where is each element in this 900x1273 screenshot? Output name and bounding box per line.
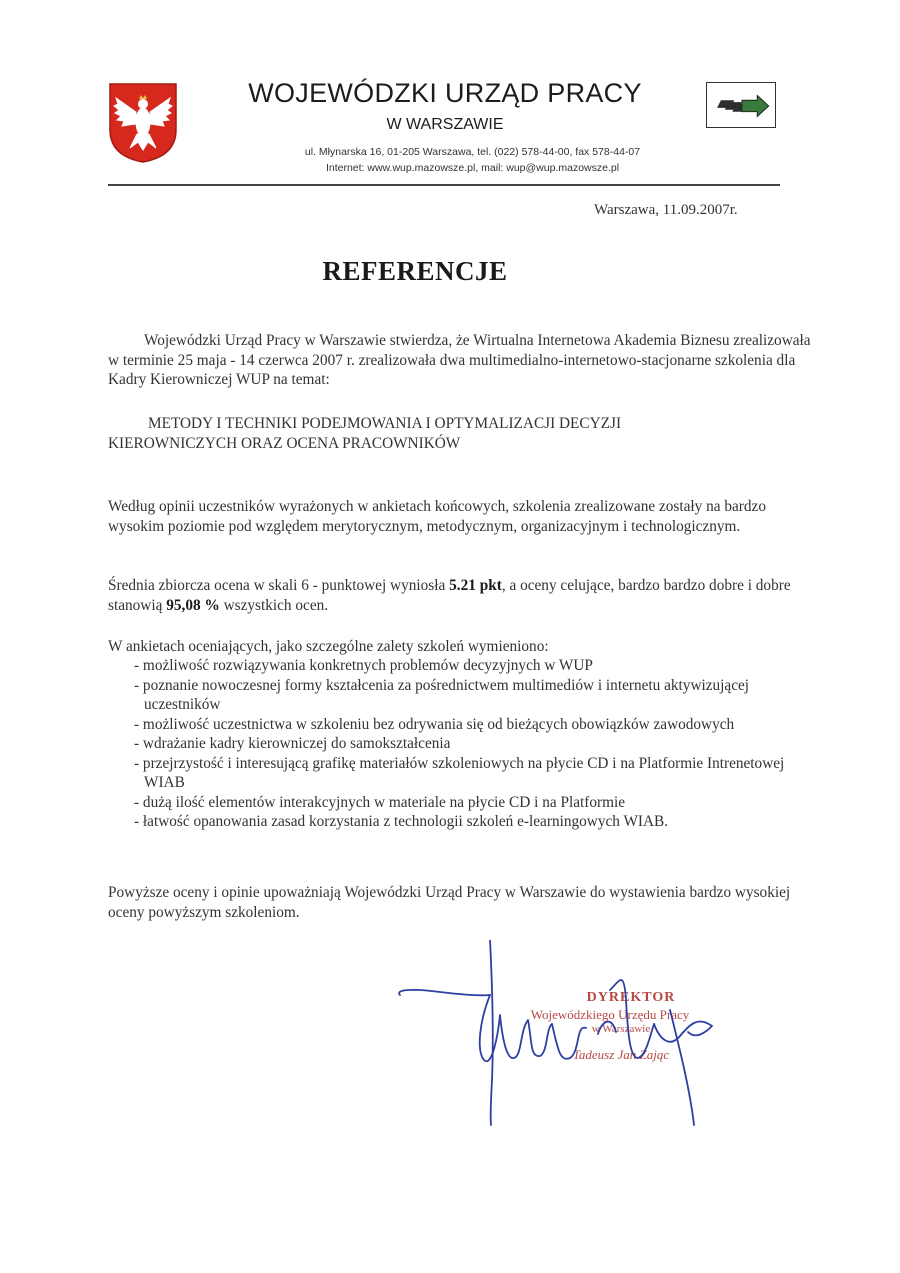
list-item: - możliwość rozwiązywania konkretnych problemów decyzyjnych w WUP — [134, 657, 593, 674]
training-topic-line1: METODY I TECHNIKI PODEJMOWANIA I OPTYMALIZACJI DECYZJI — [148, 415, 622, 432]
document-date: Warszawa, 11.09.2007r. — [594, 202, 738, 218]
score-text-2: , a oceny celujące, bardzo bardzo dobre i dobre stanowią — [108, 577, 791, 614]
list-item: - możliwość uczestnictwa w szkoleniu bez odrywania się od bieżących obowiązków zawodowych — [134, 715, 735, 733]
list-item: - poznanie nowoczesnej formy kształcenia za pośrednictwem multimediów i internetu aktywizującej uczestników — [134, 676, 750, 713]
organization-city: W WARSZAWIE — [386, 116, 504, 133]
paragraph-intro: Wojewódzki Urząd Pracy w Warszawie stwierdza, że Wirtualna Internetowa Akademia Biznesu zrealizowała w terminie 25 maja - 14 czerwca 2007 r. zrealizowała dwa multimedialno-internetowo-stacjonarne szkolenia dla Kadry Kierowniczej WUP na temat: — [108, 332, 811, 388]
paragraph-opinion: Według opinii uczestników wyrażonych w ankietach końcowych, szkolenia zrealizowane zostały na bardzo wysokim poziomie pod względem merytorycznym, metodycznym, organizacyjnym i technologicznym. — [108, 498, 766, 535]
paragraph-conclusion: Powyższe oceny i opinie upoważniają Wojewódzki Urząd Pracy w Warszawie do wystawienia bardzo wysokiej oceny powyższym szkoleniom. — [108, 884, 791, 921]
score-text-3: wszystkich ocen. — [219, 596, 329, 614]
advantages-list — [134, 656, 814, 832]
paragraph-advantages-intro: W ankietach oceniających, jako szczególne zalety szkoleń wymieniono: — [108, 638, 549, 655]
document-title: REFERENCJE — [322, 256, 508, 286]
list-item: - łatwość opanowania zasad korzystania z technologii szkoleń e-learningowych WIAB. — [134, 813, 669, 830]
list-item: - wdrażanie kadry kierowniczej do samokształcenia — [134, 735, 451, 752]
stamp-person: Tadeusz Jan Zając — [572, 1047, 670, 1062]
stamp-title: DYREKTOR — [586, 990, 676, 1005]
voivodeship-crest-icon — [108, 82, 178, 164]
wup-arrow-logo-icon — [706, 82, 776, 128]
handwritten-signature — [380, 940, 740, 1130]
training-topic-line2: KIEROWNICZYCH ORAZ OCENA PRACOWNIKÓW — [108, 435, 461, 452]
list-item: - przejrzystość i interesującą grafikę materiałów szkoleniowych na płycie CD i na Platformie Intrenetowej WIAB — [134, 754, 785, 791]
list-item: - dużą ilość elementów interakcyjnych w materiale na płycie CD i na Platformie — [134, 793, 626, 811]
header-divider — [108, 184, 780, 186]
stamp-city: w Warszawie — [591, 1023, 651, 1035]
organization-internet: Internet: www.wup.mazowsze.pl, mail: wup@wup.mazowsze.pl — [325, 162, 620, 174]
paragraph-score — [108, 576, 808, 615]
score-value: 5.21 pkt — [449, 577, 502, 594]
organization-address: ul. Młynarska 16, 01-205 Warszawa, tel. (022) 578-44-00, fax 578-44-07 — [304, 146, 641, 158]
percent-value: 95,08 % — [166, 596, 220, 614]
score-text-1: Średnia zbiorcza ocena w skali 6 - punktowej wyniosła — [108, 577, 450, 594]
stamp-office: Wojewódzkiego Urzędu Pracy — [530, 1007, 690, 1022]
organization-name: WOJEWÓDZKI URZĄD PRACY — [248, 78, 642, 108]
training-topic — [108, 414, 738, 454]
